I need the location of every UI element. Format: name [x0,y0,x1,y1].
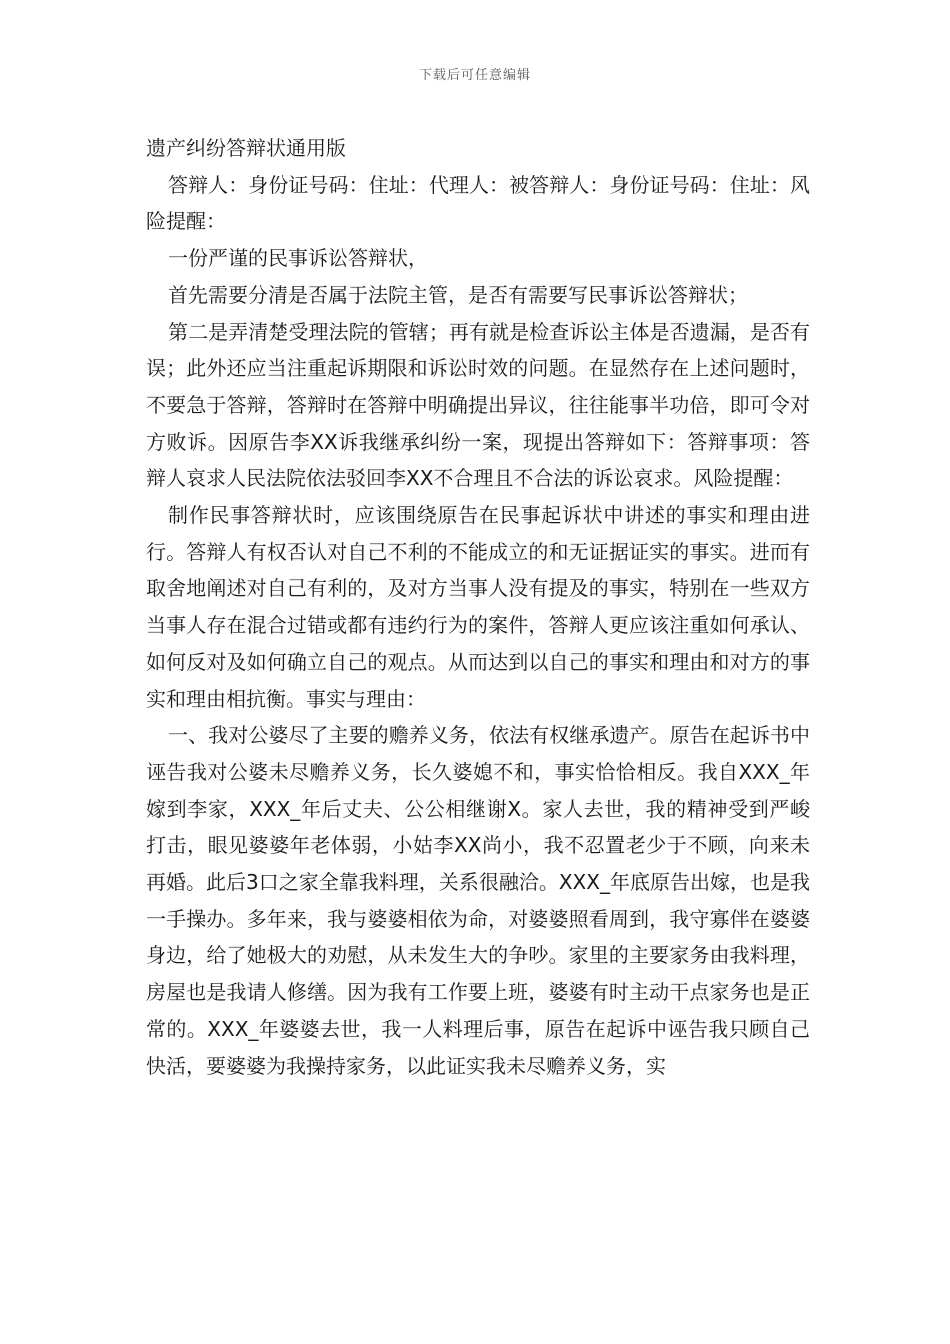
paragraph-facts-one: 一、我对公婆尽了主要的赡养义务，依法有权继承遗产。原告在起诉书中诬告我对公婆未尽赡养义务，长久婆媳不和，事实恰恰相反。我自XXX_年嫁到李家，XXX_年后丈夫、公公相继谢X。家人去世，我的精神受到严峻打击，眼见婆婆年老体弱，小姑李XX尚小，我不忍置老少于不顾，向来未再婚。此后3口之家全靠我料理，关系很融洽。XXX_年底原告出嫁，也是我一手操办。多年来，我与婆婆相依为命，对婆婆照看周到，我守寡伴在婆婆身边，给了她极大的劝慰，从未发生大的争吵。家里的主要家务由我料理，房屋也是我请人修缮。因为我有工作要上班，婆婆有时主动干点家务也是正常的。XXX_年婆婆去世，我一人料理后事，原告在起诉中诬告我只顾自己快活，要婆婆为我操持家务，以此证实我未尽赡养义务，实 [146,723,810,1078]
paragraph-intro: 一份严谨的民事诉讼答辩状， [168,246,428,271]
paragraph-drafting-advice: 制作民事答辩状时，应该围绕原告在民事起诉状中讲述的事实和理由进行。答辩人有权否认对自己不利的不能成立的和无证据证实的事实。进而有取舍地阐述对自己有利的，及对方当事人没有提及的事实，特别在一些双方当事人存在混合过错或都有违约行为的案件，答辩人更应该注重如何承认、如何反对及如何确立自己的观点。从而达到以自己的事实和理由和对方的事实和理由相抗衡。事实与理由： [146,503,810,711]
paragraph-parties: 答辩人：身份证号码：住址：代理人：被答辩人：身份证号码：住址：风险提醒： [146,172,810,234]
document-title: 遗产纠纷答辩状通用版 [146,136,346,160]
paragraph-first-check: 首先需要分清是否属于法院主管，是否有需要写民事诉讼答辩状； [168,282,748,307]
paragraph-second-check: 第二是弄清楚受理法院的管辖；再有就是检查诉讼主体是否遗漏，是否有误；此外还应当注重起诉期限和诉讼时效的问题。在显然存在上述问题时，不要急于答辩，答辩时在答辩中明确提出异议，往往能事半功倍，即可令对方败诉。因原告李XX诉我继承纠纷一案，现提出答辩如下：答辩事项：答辩人哀求人民法院依法驳回李XX不合理且不合法的诉讼哀求。风险提醒： [146,319,810,491]
document-body [146,130,810,1084]
page-header-note: 下载后可任意编辑 [418,68,531,83]
